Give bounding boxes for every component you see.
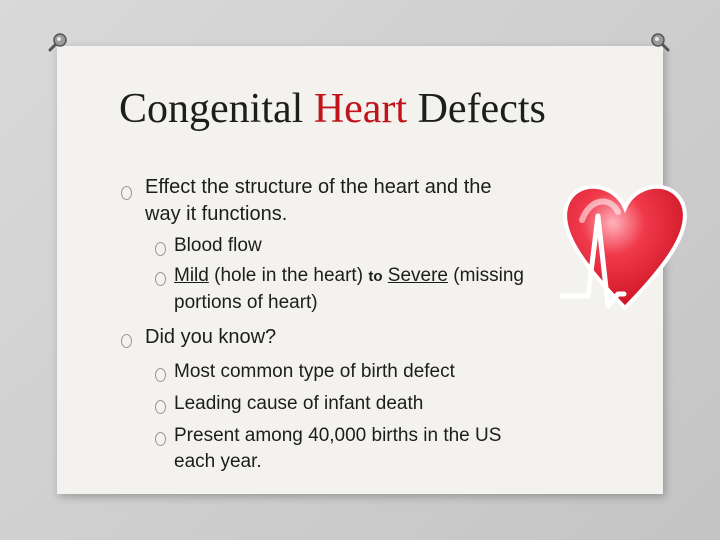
pushpin-icon [648,30,674,56]
bullet-marker [121,186,132,200]
sub-bullet-marker [155,368,166,382]
sub-bullet-marker [155,272,166,286]
bullet-marker [121,334,132,348]
sub-bullet-marker [155,400,166,414]
pushpin-icon [44,30,70,56]
sub-bullet-marker [155,432,166,446]
sub-bullet-most-common: Most common type of birth defect [174,361,455,382]
sub-bullet-present-among: Present among 40,000 births in the US each year. [174,425,502,472]
heart-icon [560,176,690,316]
bullet-did-you-know: Did you know? [145,326,277,348]
bullet-effect-structure: Effect the structure of the heart and the way it functions. [145,176,492,225]
sub-bullet-marker [155,242,166,256]
sub-bullet-blood-flow: Blood flow [174,235,262,256]
title-accent-word: Heart [313,86,408,132]
sub-bullet-severity: Mild (hole in the heart) to Severe (missing portions of heart) [174,265,524,313]
sub-bullet-leading-cause: Leading cause of infant death [174,393,424,414]
slide-title: Congenital Heart Defects [119,86,546,132]
